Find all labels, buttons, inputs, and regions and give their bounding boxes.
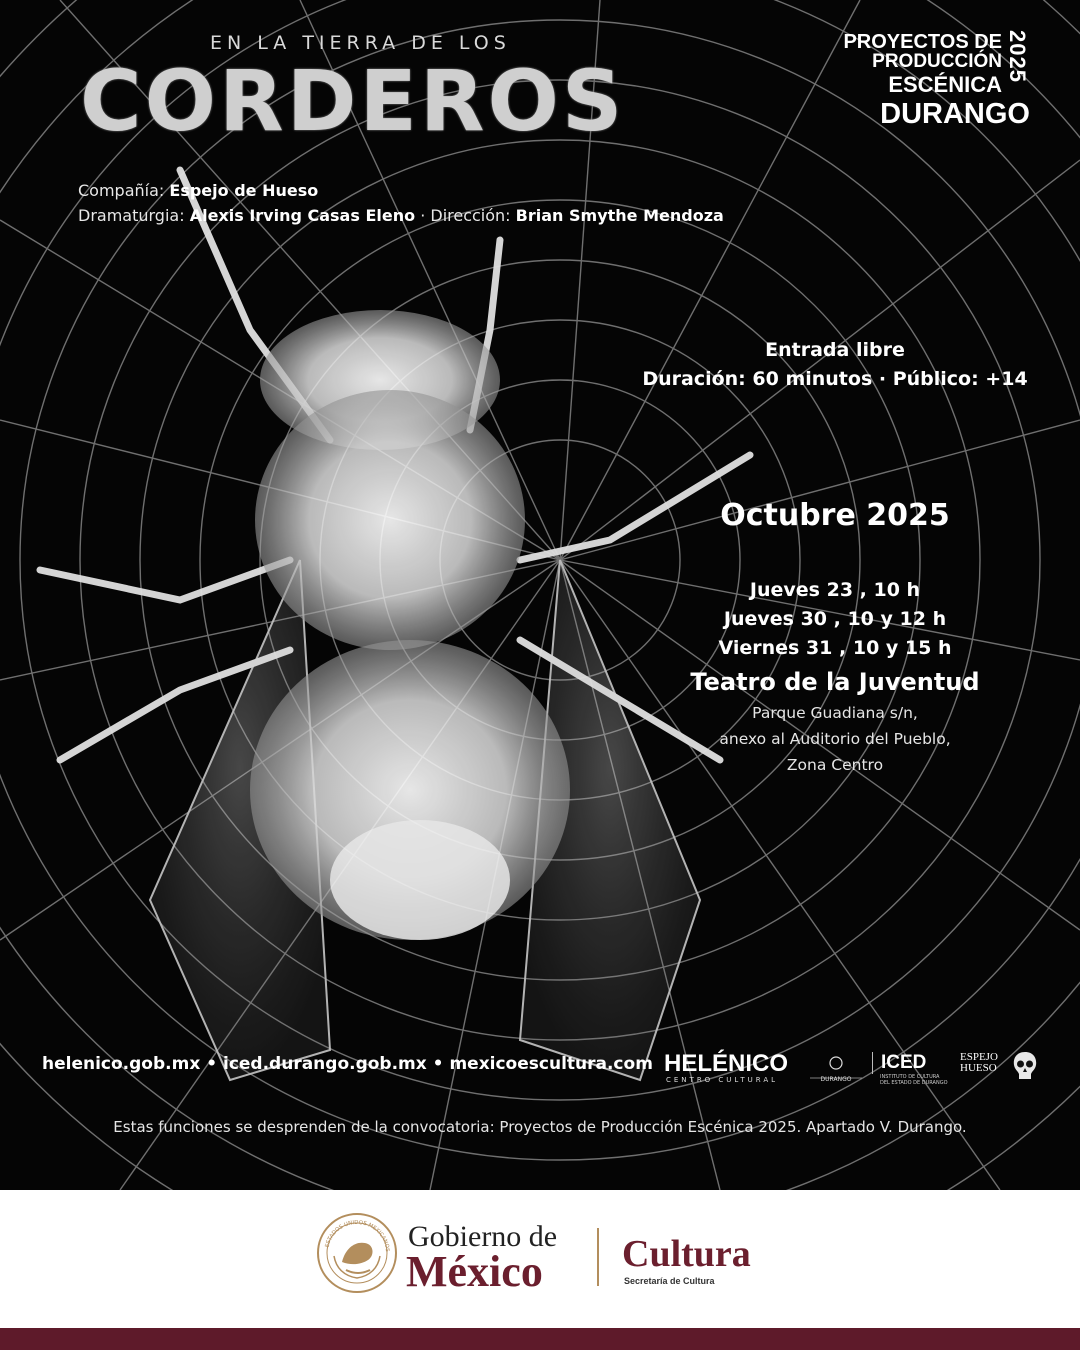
- team-line: [78, 203, 724, 228]
- show-title: CORDEROS: [80, 52, 626, 150]
- credits: [78, 178, 724, 228]
- mexico-text: México: [406, 1247, 543, 1296]
- direction-name: Brian Smythe Mendoza: [515, 206, 724, 225]
- iced-logo: ICED: [872, 1052, 926, 1074]
- title-kicker: EN LA TIERRA DE LOS: [210, 32, 511, 54]
- bottom-color-stripe: [0, 1328, 1080, 1350]
- event-month: Octubre 2025: [720, 498, 950, 533]
- program-line-4: DURANGO: [880, 98, 1030, 130]
- secretaria-de-cultura-text: Secretaría de Cultura: [624, 1276, 715, 1286]
- program-line-3: ESCÉNICA: [888, 72, 1002, 97]
- websites-link[interactable]: helenico.gob.mx • iced.durango.gob.mx • mexicoescultura.com: [42, 1054, 653, 1074]
- direction-label: Dirección:: [430, 206, 511, 225]
- convocatoria-note: Estas funciones se desprenden de la convocatoria: Proyectos de Producción Escénica 2025. Apartado V. Durango.: [113, 1118, 967, 1136]
- svg-text:ESTADOS UNIDOS MEXICANOS: ESTADOS UNIDOS MEXICANOS: [324, 1219, 391, 1253]
- entry-text: Entrada libre: [765, 339, 905, 361]
- program-year: 2025: [1005, 30, 1030, 83]
- cultura-logo: Cultura: [622, 1233, 751, 1275]
- date-item: Viernes 31 , 10 y 15 h: [718, 637, 952, 659]
- event-info: [620, 336, 1050, 394]
- iced-logo-sub: INSTITUTO DE CULTURA DEL ESTADO DE DURANGO: [880, 1074, 948, 1086]
- address-line: Zona Centro: [786, 756, 884, 774]
- venue-name: Teatro de la Juventud: [690, 668, 980, 696]
- dramaturgy-label: Dramaturgia:: [78, 206, 185, 225]
- svg-text:DURANGO: DURANGO: [820, 1076, 852, 1082]
- logo-divider: [597, 1228, 599, 1286]
- helenico-logo: HELÉNICO: [664, 1050, 789, 1077]
- skull-icon: [1010, 1050, 1040, 1082]
- duration-audience: Duración: 60 minutos · Público: +14: [642, 368, 1028, 390]
- dramaturgy-name: Alexis Irving Casas Eleno: [189, 206, 416, 225]
- address-line: Parque Guadiana s/n,: [752, 704, 918, 722]
- date-item: Jueves 30 , 10 y 12 h: [723, 608, 947, 630]
- partner-logos: [660, 1046, 1050, 1086]
- gobierno-de-text: Gobierno de: [408, 1220, 558, 1253]
- company-label: Compañía:: [78, 181, 165, 200]
- credits-separator: ·: [420, 206, 426, 225]
- company-name: Espejo de Hueso: [169, 181, 319, 200]
- venue-address: [620, 700, 1050, 778]
- national-seal-icon: [316, 1212, 398, 1294]
- program-line-2: PRODUCCIÓN: [872, 51, 1002, 72]
- program-line-1: PROYECTOS DE: [843, 31, 1002, 53]
- performance-dates: [620, 576, 1050, 663]
- helenico-logo-sub: CENTRO CULTURAL: [666, 1076, 779, 1084]
- date-item: Jueves 23 , 10 h: [749, 579, 921, 601]
- durango-logo: [810, 1054, 862, 1082]
- espejo-de-hueso-logo: ESPEJO HUESO: [960, 1051, 998, 1074]
- company-line: [78, 178, 724, 203]
- address-line: anexo al Auditorio del Pueblo,: [719, 730, 951, 748]
